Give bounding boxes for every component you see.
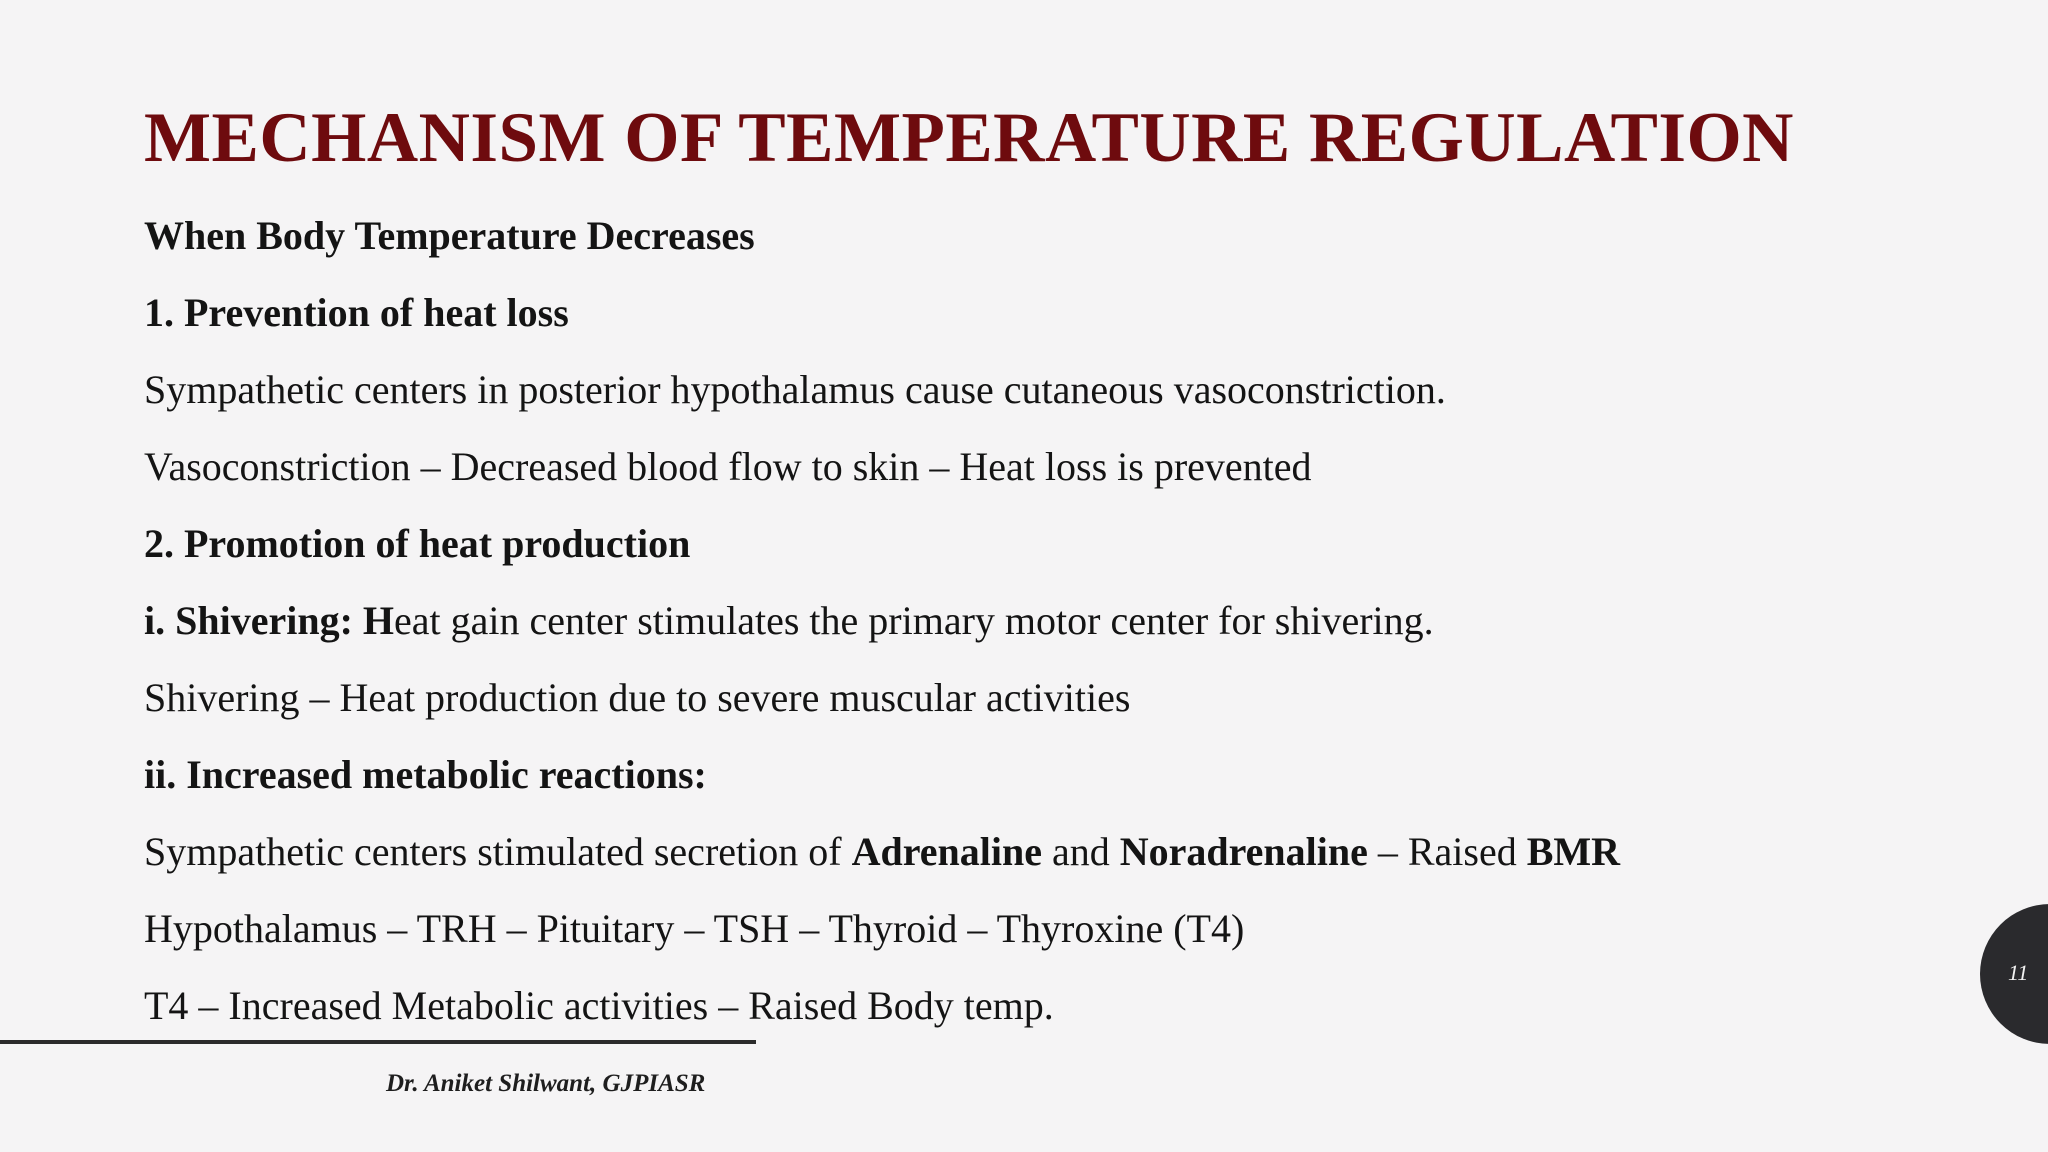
raised-text: – Raised — [1367, 829, 1527, 874]
footer-author: Dr. Aniket Shilwant, GJPIASR — [386, 1070, 706, 1097]
adrenaline-term: Adrenaline — [851, 829, 1042, 874]
section1-line2: Vasoconstriction – Decreased blood flow to skin – Heat loss is prevented — [144, 444, 1312, 489]
slide-content — [144, 206, 1944, 1053]
metabolic-label: ii. Increased metabolic reactions: — [144, 752, 707, 797]
page-number: 11 — [2008, 960, 2029, 985]
noradrenaline-term: Noradrenaline — [1119, 829, 1368, 874]
shivering-label: i. Shivering: H — [144, 598, 395, 643]
shivering-line2: Shivering – Heat production due to severe muscular activities — [144, 675, 1131, 720]
metabolic-line1 — [144, 822, 1944, 899]
section-heading: When Body Temperature Decreases — [144, 213, 755, 258]
metabolic-line2: Hypothalamus – TRH – Pituitary – TSH – Thyroid – Thyroxine (T4) — [144, 906, 1245, 951]
bmr-term: BMR — [1526, 829, 1621, 874]
section1-title: 1. Prevention of heat loss — [144, 290, 569, 335]
footer-divider — [0, 1040, 756, 1044]
metabolic-line3: T4 – Increased Metabolic activities – Raised Body temp. — [144, 983, 1054, 1028]
shivering-line — [144, 591, 1944, 668]
metabolic-line1-text: Sympathetic centers stimulated secretion of — [144, 829, 852, 874]
shivering-text: eat gain center stimulates the primary motor center for shivering. — [394, 598, 1434, 643]
slide-title: MECHANISM OF TEMPERATURE REGULATION — [144, 99, 1794, 177]
section2-title: 2. Promotion of heat production — [144, 521, 691, 566]
and-text: and — [1041, 829, 1120, 874]
section1-line1: Sympathetic centers in posterior hypothalamus cause cutaneous vasoconstriction. — [144, 367, 1446, 412]
